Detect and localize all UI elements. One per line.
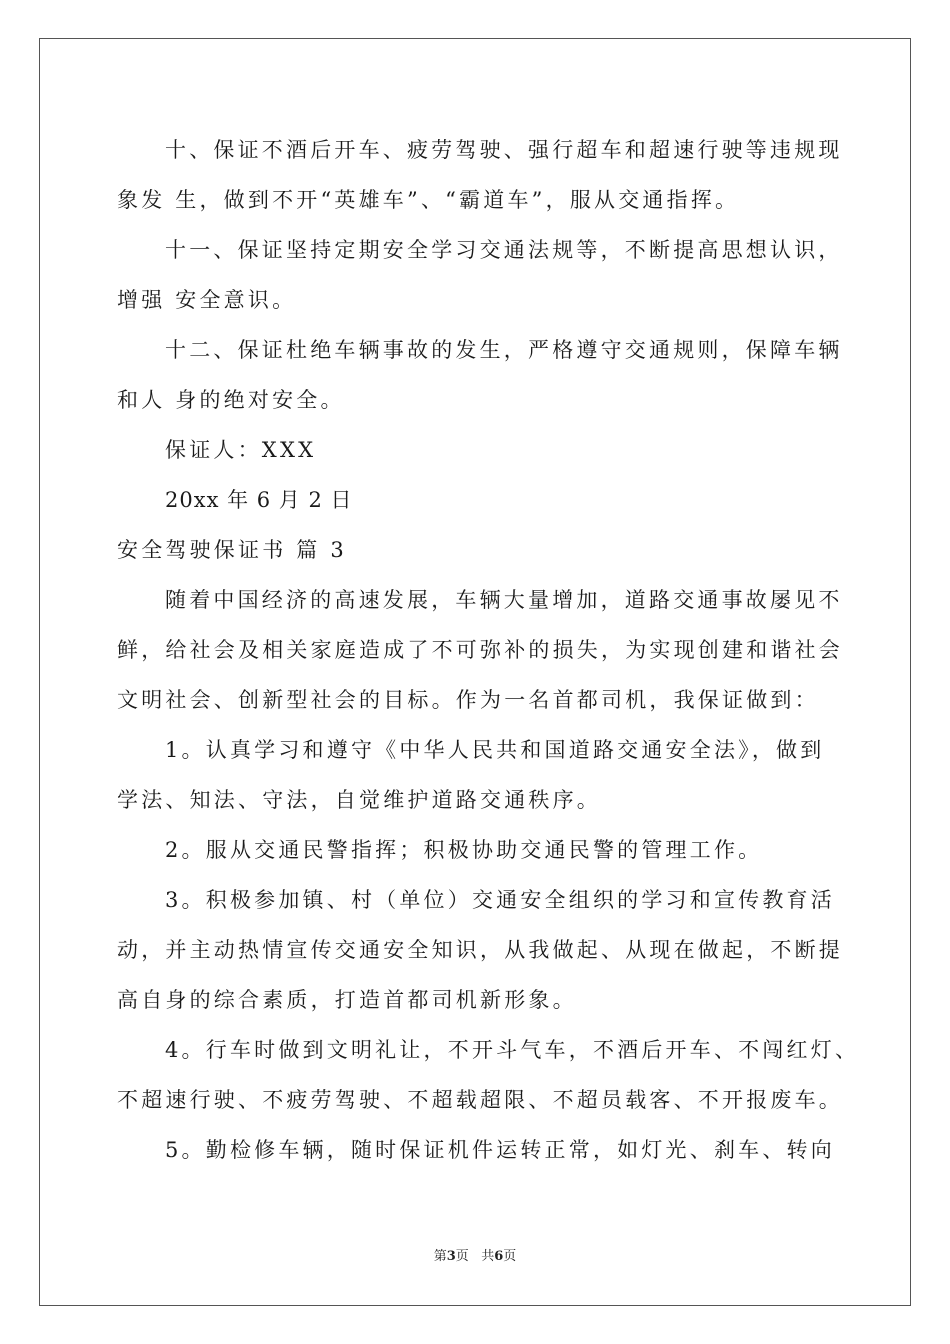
list-item-line: 2。服从交通民警指挥；积极协助交通民警的管理工作。 [165,838,763,862]
paragraph-line: 十一、保证坚持定期安全学习交通法规等，不断提高思想认识， [165,238,843,262]
list-item-line: 3。积极参加镇、村（单位）交通安全组织的学习和宣传教育活 [165,888,835,912]
list-item-line: 高自身的综合素质，打造首都司机新形象。 [117,988,577,1012]
list-item-line: 4。行车时做到文明礼让，不开斗气车，不酒后开车、不闯红灯、 [165,1038,860,1062]
list-item-line: 1。认真学习和遵守《中华人民共和国道路交通安全法》，做到 [165,738,825,762]
total-page-number: 6 [494,1249,504,1264]
paragraph-line: 鲜，给社会及相关家庭造成了不可弥补的损失，为实现创建和谐社会 [117,638,843,662]
signatory-line: 保证人：XXX [165,438,317,462]
paragraph-line: 十、保证不酒后开车、疲劳驾驶、强行超车和超速行驶等违规现 [165,138,843,162]
paragraph-line: 十二、保证杜绝车辆事故的发生，严格遵守交通规则，保障车辆 [165,338,843,362]
paragraph-line: 象发 生，做到不开“英雄车”、“霸道车”，服从交通指挥。 [117,188,740,212]
paragraph-line: 随着中国经济的高速发展，车辆大量增加，道路交通事故屡见不 [165,588,843,612]
footer-prefix: 第 [433,1249,447,1264]
list-item-line: 学法、知法、守法，自觉维护道路交通秩序。 [117,788,601,812]
list-item-line: 动，并主动热情宣传交通安全知识，从我做起、从现在做起，不断提 [117,938,843,962]
list-item-line: 不超速行驶、不疲劳驾驶、不超载超限、不超员载客、不开报废车。 [117,1088,843,1112]
footer-suffix: 页 [503,1249,517,1264]
date-line: 20xx 年 6 月 2 日 [165,488,353,512]
list-item-line: 5。勤检修车辆，随时保证机件运转正常，如灯光、刹车、转向 [165,1138,835,1162]
page-footer [0,1245,950,1264]
paragraph-line: 和人 身的绝对安全。 [117,388,345,412]
section-heading: 安全驾驶保证书 篇 3 [117,538,347,562]
footer-mid: 页 共 [455,1249,495,1264]
paragraph-line: 增强 安全意识。 [117,288,297,312]
page-border [39,38,911,1306]
current-page-number: 3 [446,1249,456,1264]
paragraph-line: 文明社会、创新型社会的目标。作为一名首都司机，我保证做到： [117,688,819,712]
